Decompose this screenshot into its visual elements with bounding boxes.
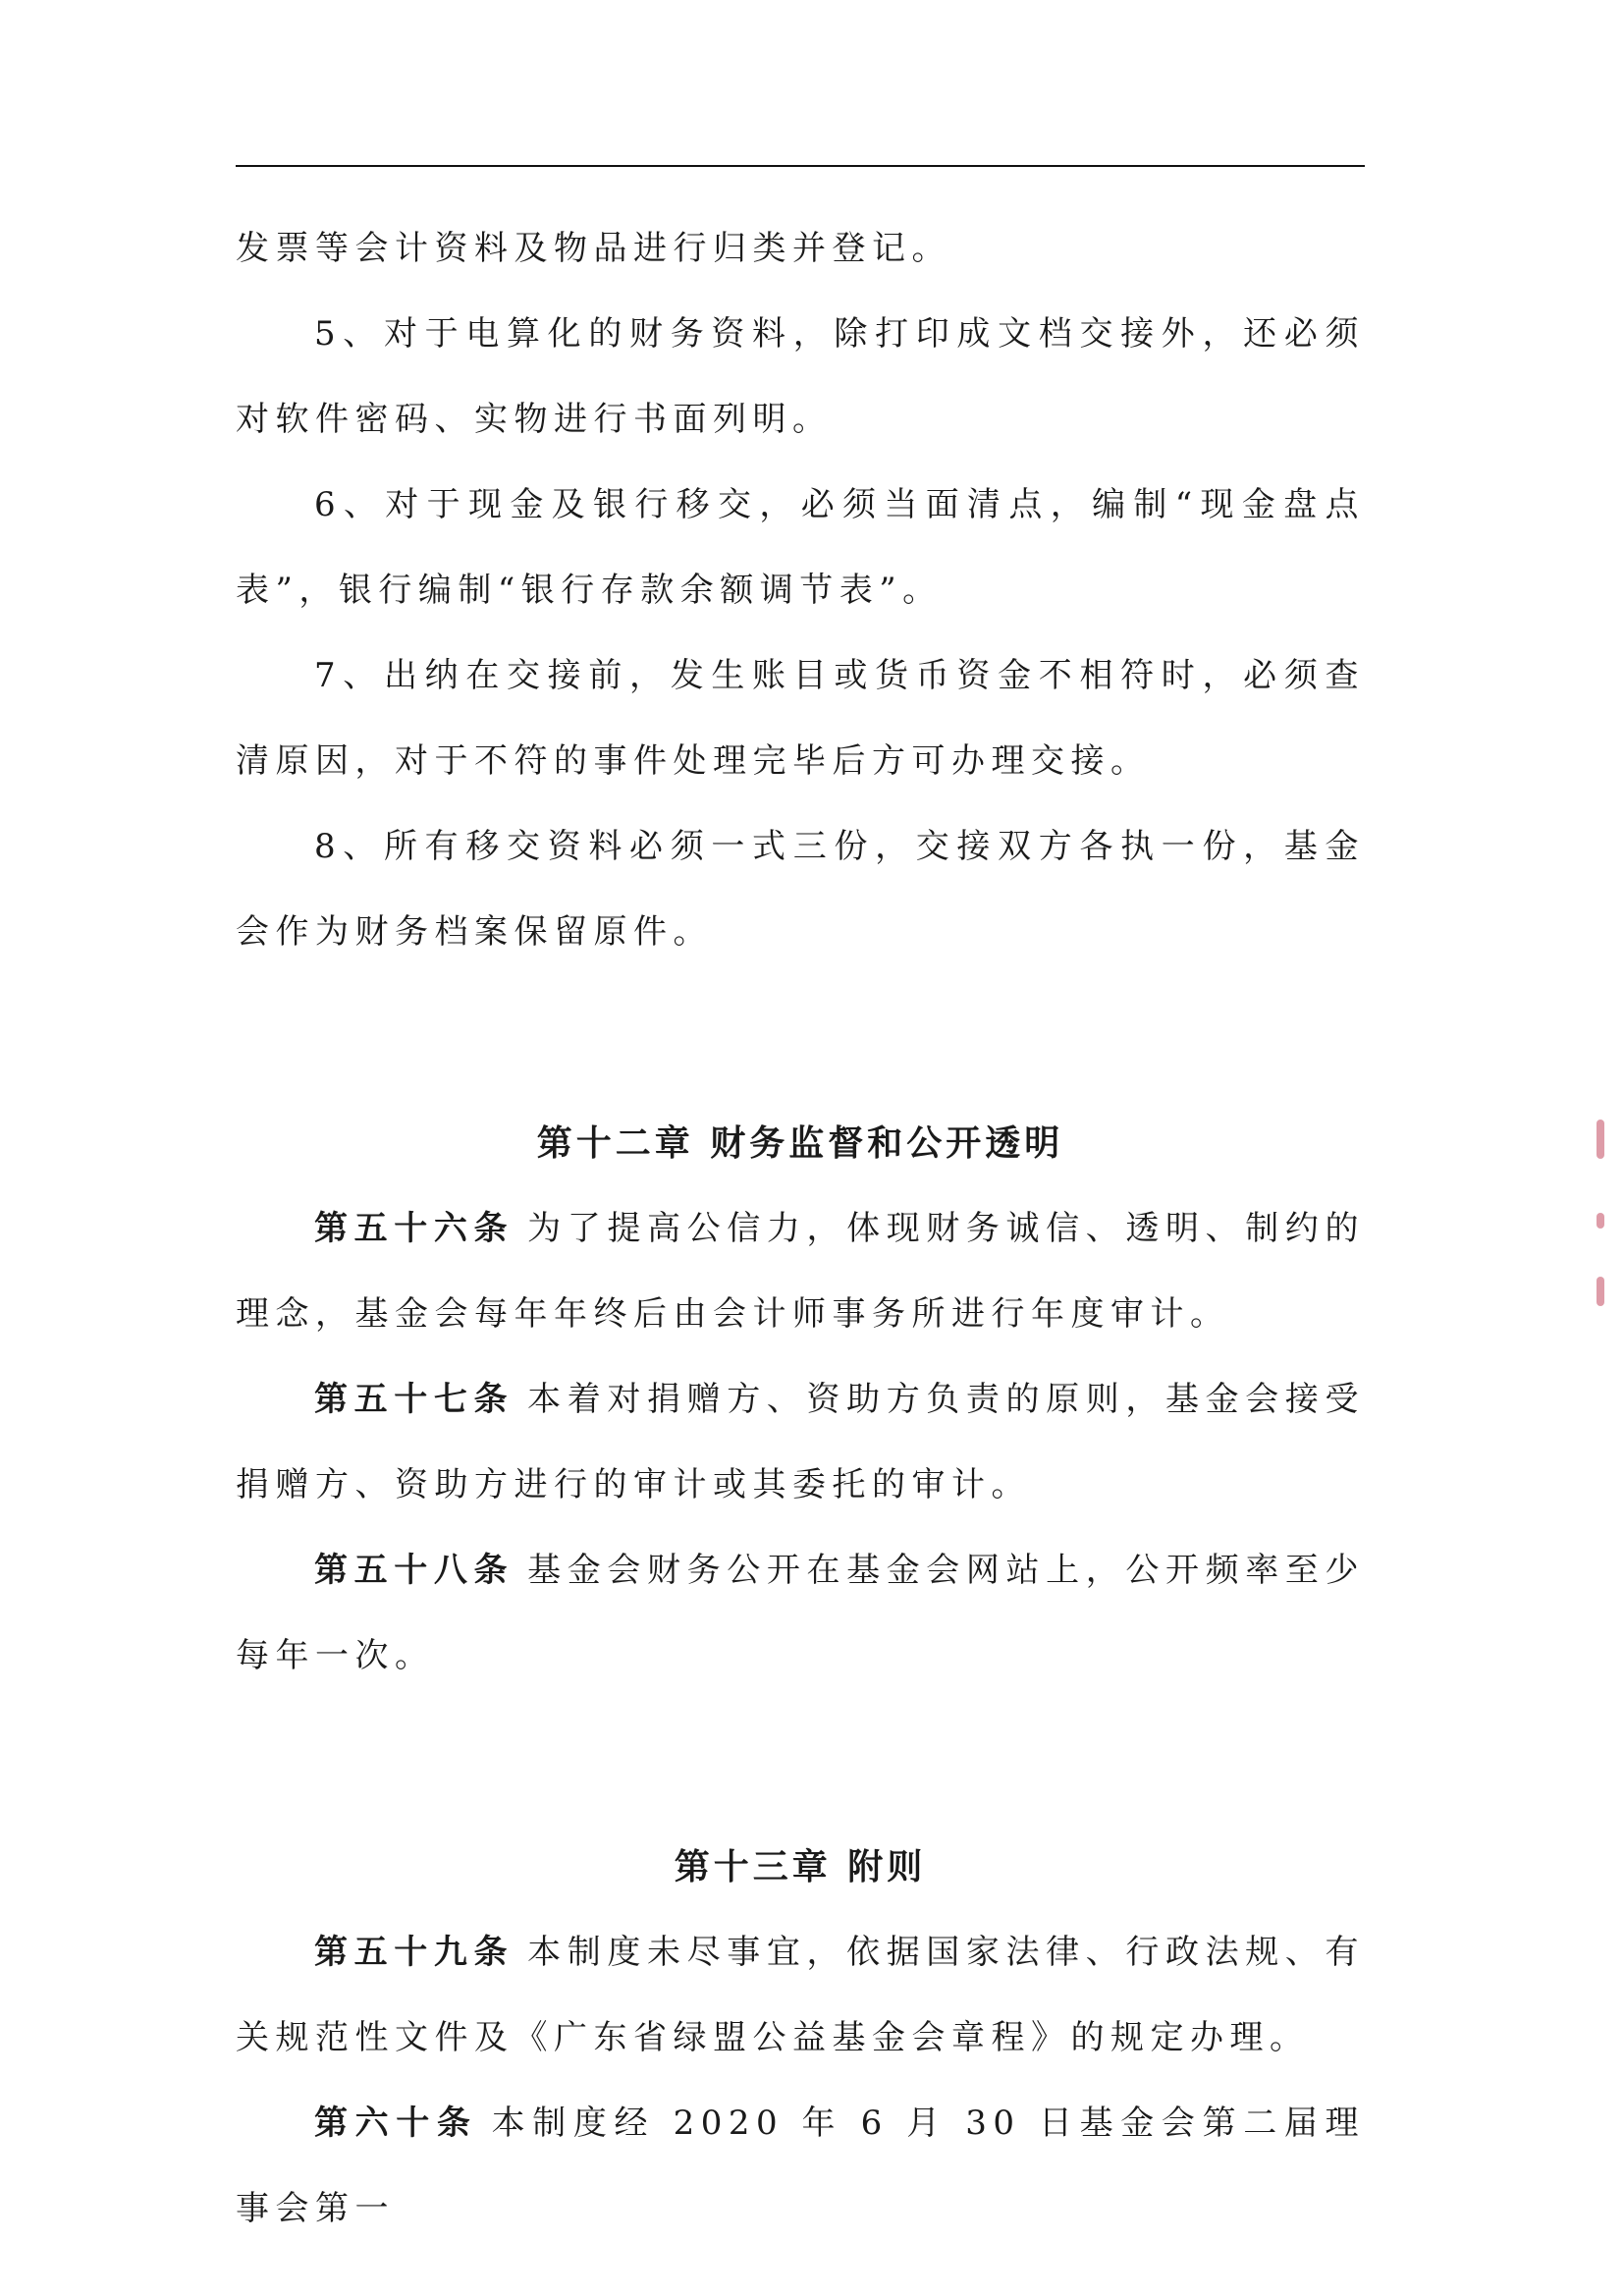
seal-edge-mark [1597, 1213, 1604, 1229]
document-body [236, 206, 1365, 2252]
item-7: 7、出纳在交接前，发生账目或货币资金不相符时，必须查清原因，对于不符的事件处理完毕后方可办理交接。 [236, 656, 1365, 781]
article-59 [236, 1910, 1365, 2081]
seal-edge-mark [1597, 1277, 1604, 1306]
chapter-12-title: 第十二章 财务监督和公开透明 [536, 1122, 1064, 1164]
article-57-label: 第五十七条 [314, 1380, 514, 1419]
article-60-label: 第六十条 [314, 2104, 478, 2143]
article-58-text: 基金会财务公开在基金会网站上，公开频率至少每年一次。 [236, 1551, 1366, 1675]
article-58-label: 第五十八条 [314, 1551, 514, 1590]
article-56-label: 第五十六条 [314, 1209, 514, 1248]
item-8: 8、所有移交资料必须一式三份，交接双方各执一份，基金会作为财务档案保留原件。 [236, 827, 1365, 952]
article-57-text: 本着对捐赠方、资助方负责的原则，基金会接受捐赠方、资助方进行的审计或其委托的审计。 [236, 1380, 1366, 1504]
article-59-label: 第五十九条 [314, 1933, 514, 1972]
chapter-13-title: 第十三章 附则 [674, 1846, 927, 1887]
article-56 [236, 1186, 1365, 1357]
item-6: 6、对于现金及银行移交，必须当面清点，编制“现金盘点表”，银行编制“银行存款余额调节表”。 [236, 485, 1365, 610]
article-58 [236, 1528, 1365, 1699]
paragraph-continuation: 发票等会计资料及物品进行归类并登记。 [236, 229, 951, 268]
seal-edge-mark [1597, 1120, 1604, 1159]
article-57 [236, 1357, 1365, 1528]
article-56-text: 为了提高公信力，体现财务诚信、透明、制约的理念，基金会每年年终后由会计师事务所进行年度审计。 [236, 1209, 1366, 1334]
article-59-text: 本制度未尽事宜，依据国家法律、行政法规、有关规范性文件及《广东省绿盟公益基金会章程》的规定办理。 [236, 1933, 1366, 2057]
article-60 [236, 2081, 1365, 2252]
article-60-text: 本制度经 2020 年 6 月 30 日基金会第二届理事会第一 [236, 2104, 1365, 2228]
item-5: 5、对于电算化的财务资料，除打印成文档交接外，还必须对软件密码、实物进行书面列明。 [236, 314, 1365, 439]
header-rule [236, 165, 1365, 167]
